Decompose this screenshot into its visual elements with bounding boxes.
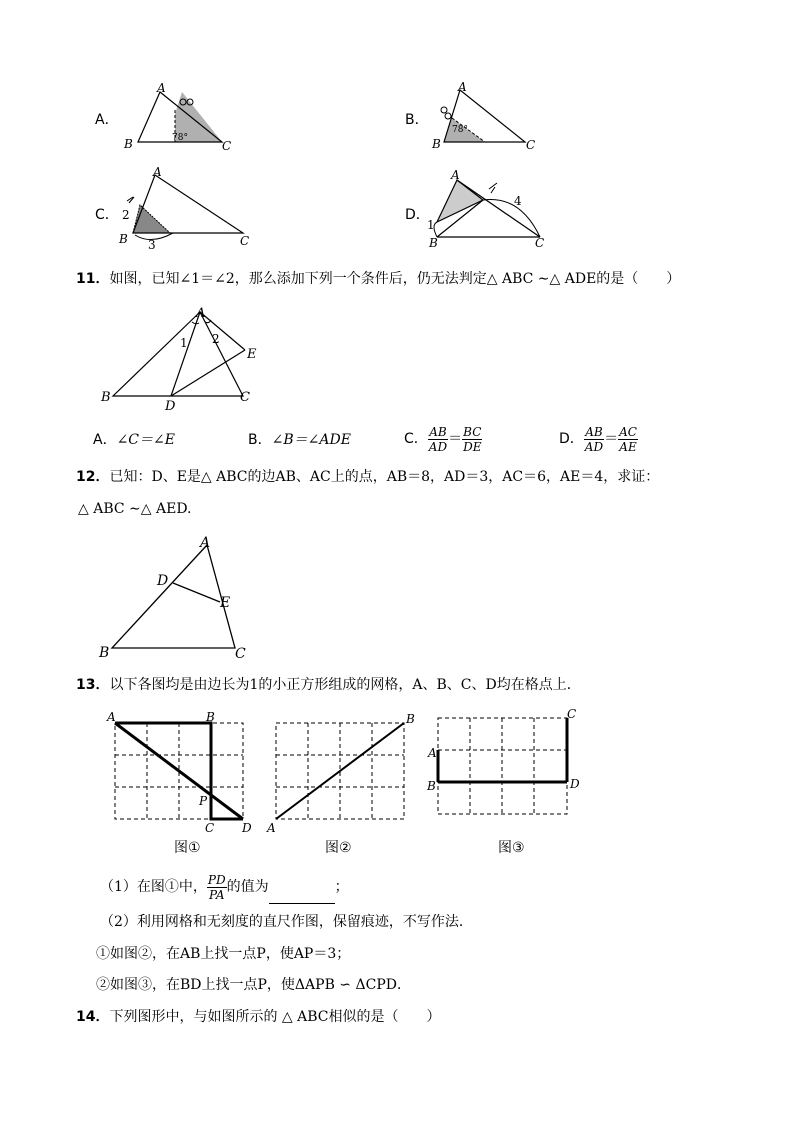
q13-part1: （1）在图①中， $\frac{PD}{PA}$ 的值为 ； (100, 870, 349, 904)
q11-option-c: C． $\frac{AB}{AD}$ ＝ $\frac{BC}{DE}$ (404, 424, 482, 454)
angle-1: 1 (180, 336, 188, 350)
label-e: E (247, 347, 257, 362)
side-label-2: 4 (514, 194, 522, 208)
label-b: B (432, 137, 441, 151)
label-a: A (267, 821, 276, 835)
option-d-letter: D． (405, 207, 430, 223)
label-b: B (99, 645, 110, 661)
label-d: D (242, 821, 252, 835)
label-d: D (570, 777, 580, 791)
q14-stem-line (76, 1008, 441, 1026)
q12-figure (95, 530, 255, 665)
label-c: C (222, 139, 232, 153)
label-a: A (153, 165, 162, 179)
label-b: B (124, 137, 133, 151)
angle-label: 78° (452, 125, 468, 135)
label-a: A (458, 80, 467, 94)
side-label-1: 1 (427, 218, 435, 232)
option-a-figure (120, 80, 240, 155)
option-b-letter: B． (405, 112, 429, 128)
label-a: A (200, 535, 211, 551)
label-b: B (427, 779, 436, 793)
q13-grid-figure-1 (105, 710, 265, 835)
side-label-1: 2 (122, 208, 130, 222)
q13-fig2-caption: 图② (325, 840, 352, 856)
q14-number: 14． (76, 1009, 110, 1025)
label-p: P (199, 794, 208, 808)
q12-number: 12． (76, 469, 110, 485)
label-b: B (429, 236, 438, 250)
label-d: D (157, 573, 169, 589)
label-a: A (157, 81, 166, 95)
label-a: A (451, 168, 460, 182)
label-b: B (101, 390, 111, 405)
label-c: C (205, 821, 215, 835)
angle-2: 2 (212, 332, 220, 346)
label-b: B (206, 710, 215, 724)
label-c: C (567, 707, 577, 721)
label-c: C (526, 138, 536, 152)
q11-option-b: B．∠B＝∠ADE (248, 432, 351, 448)
q13-number: 13． (76, 677, 110, 693)
q14-stem: 下列图形中，与如图所示的 △ ABC相似的是（ ） (109, 1009, 441, 1025)
q13-part2-1: ①如图②，在AB上找一点P，使AP＝3； (96, 946, 351, 962)
q11-figure (95, 300, 270, 412)
label-d: D (165, 399, 176, 412)
q11-option-d: D． $\frac{AB}{AD}$ ＝ $\frac{AC}{AE}$ (559, 424, 637, 454)
label-c: C (535, 236, 545, 250)
label-a: A (196, 306, 206, 321)
q11-stem: 如图，已知∠1＝∠2，那么添加下列一个条件后，仍无法判定△ ABC ∼△ ADE的是（ ） (109, 271, 681, 287)
angle-label: 78° (172, 133, 188, 143)
q13-part2-2: ②如图③，在BD上找一点P，使ΔAPB ∽ ΔCPD． (96, 977, 411, 993)
label-b: B (406, 712, 415, 726)
q13-stem-line (76, 676, 581, 694)
q13-fig1-caption: 图① (174, 840, 201, 856)
label-c: C (240, 390, 250, 405)
option-a-letter: A． (95, 112, 119, 128)
q13-stem: 以下各图均是由边长为1的小正方形组成的网格，A、B、C、D均在格点上． (109, 677, 581, 693)
q12-line2: △ ABC ∼△ AED. (78, 501, 192, 517)
option-b-figure (430, 80, 550, 155)
q13-grid-figure-3 (425, 705, 585, 830)
q13-part2: （2）利用网格和无刻度的直尺作图，保留痕迹，不写作法． (100, 914, 473, 930)
q11-number: 11． (76, 271, 110, 287)
q11-option-a: A．∠C＝∠E (93, 432, 175, 448)
option-c-letter: C． (95, 207, 119, 223)
side-label-2: 3 (148, 238, 156, 250)
q13-fig3-caption: 图③ (498, 840, 525, 856)
label-a: A (428, 746, 437, 760)
q12-line1: 12．已知：D、E是△ ABC的边AB、AC上的点，AB＝8，AD＝3，AC＝6，AE＝4，求证： (76, 469, 660, 485)
label-b: B (119, 232, 128, 246)
label-e: E (220, 595, 231, 611)
label-c: C (240, 234, 250, 248)
answer-blank[interactable] (269, 889, 335, 904)
option-c-figure (115, 165, 265, 250)
q13-grid-figure-2 (265, 710, 425, 835)
option-d-figure (425, 165, 560, 250)
label-a: A (107, 710, 116, 724)
label-c: C (235, 646, 246, 662)
q11-stem-line (76, 270, 680, 288)
